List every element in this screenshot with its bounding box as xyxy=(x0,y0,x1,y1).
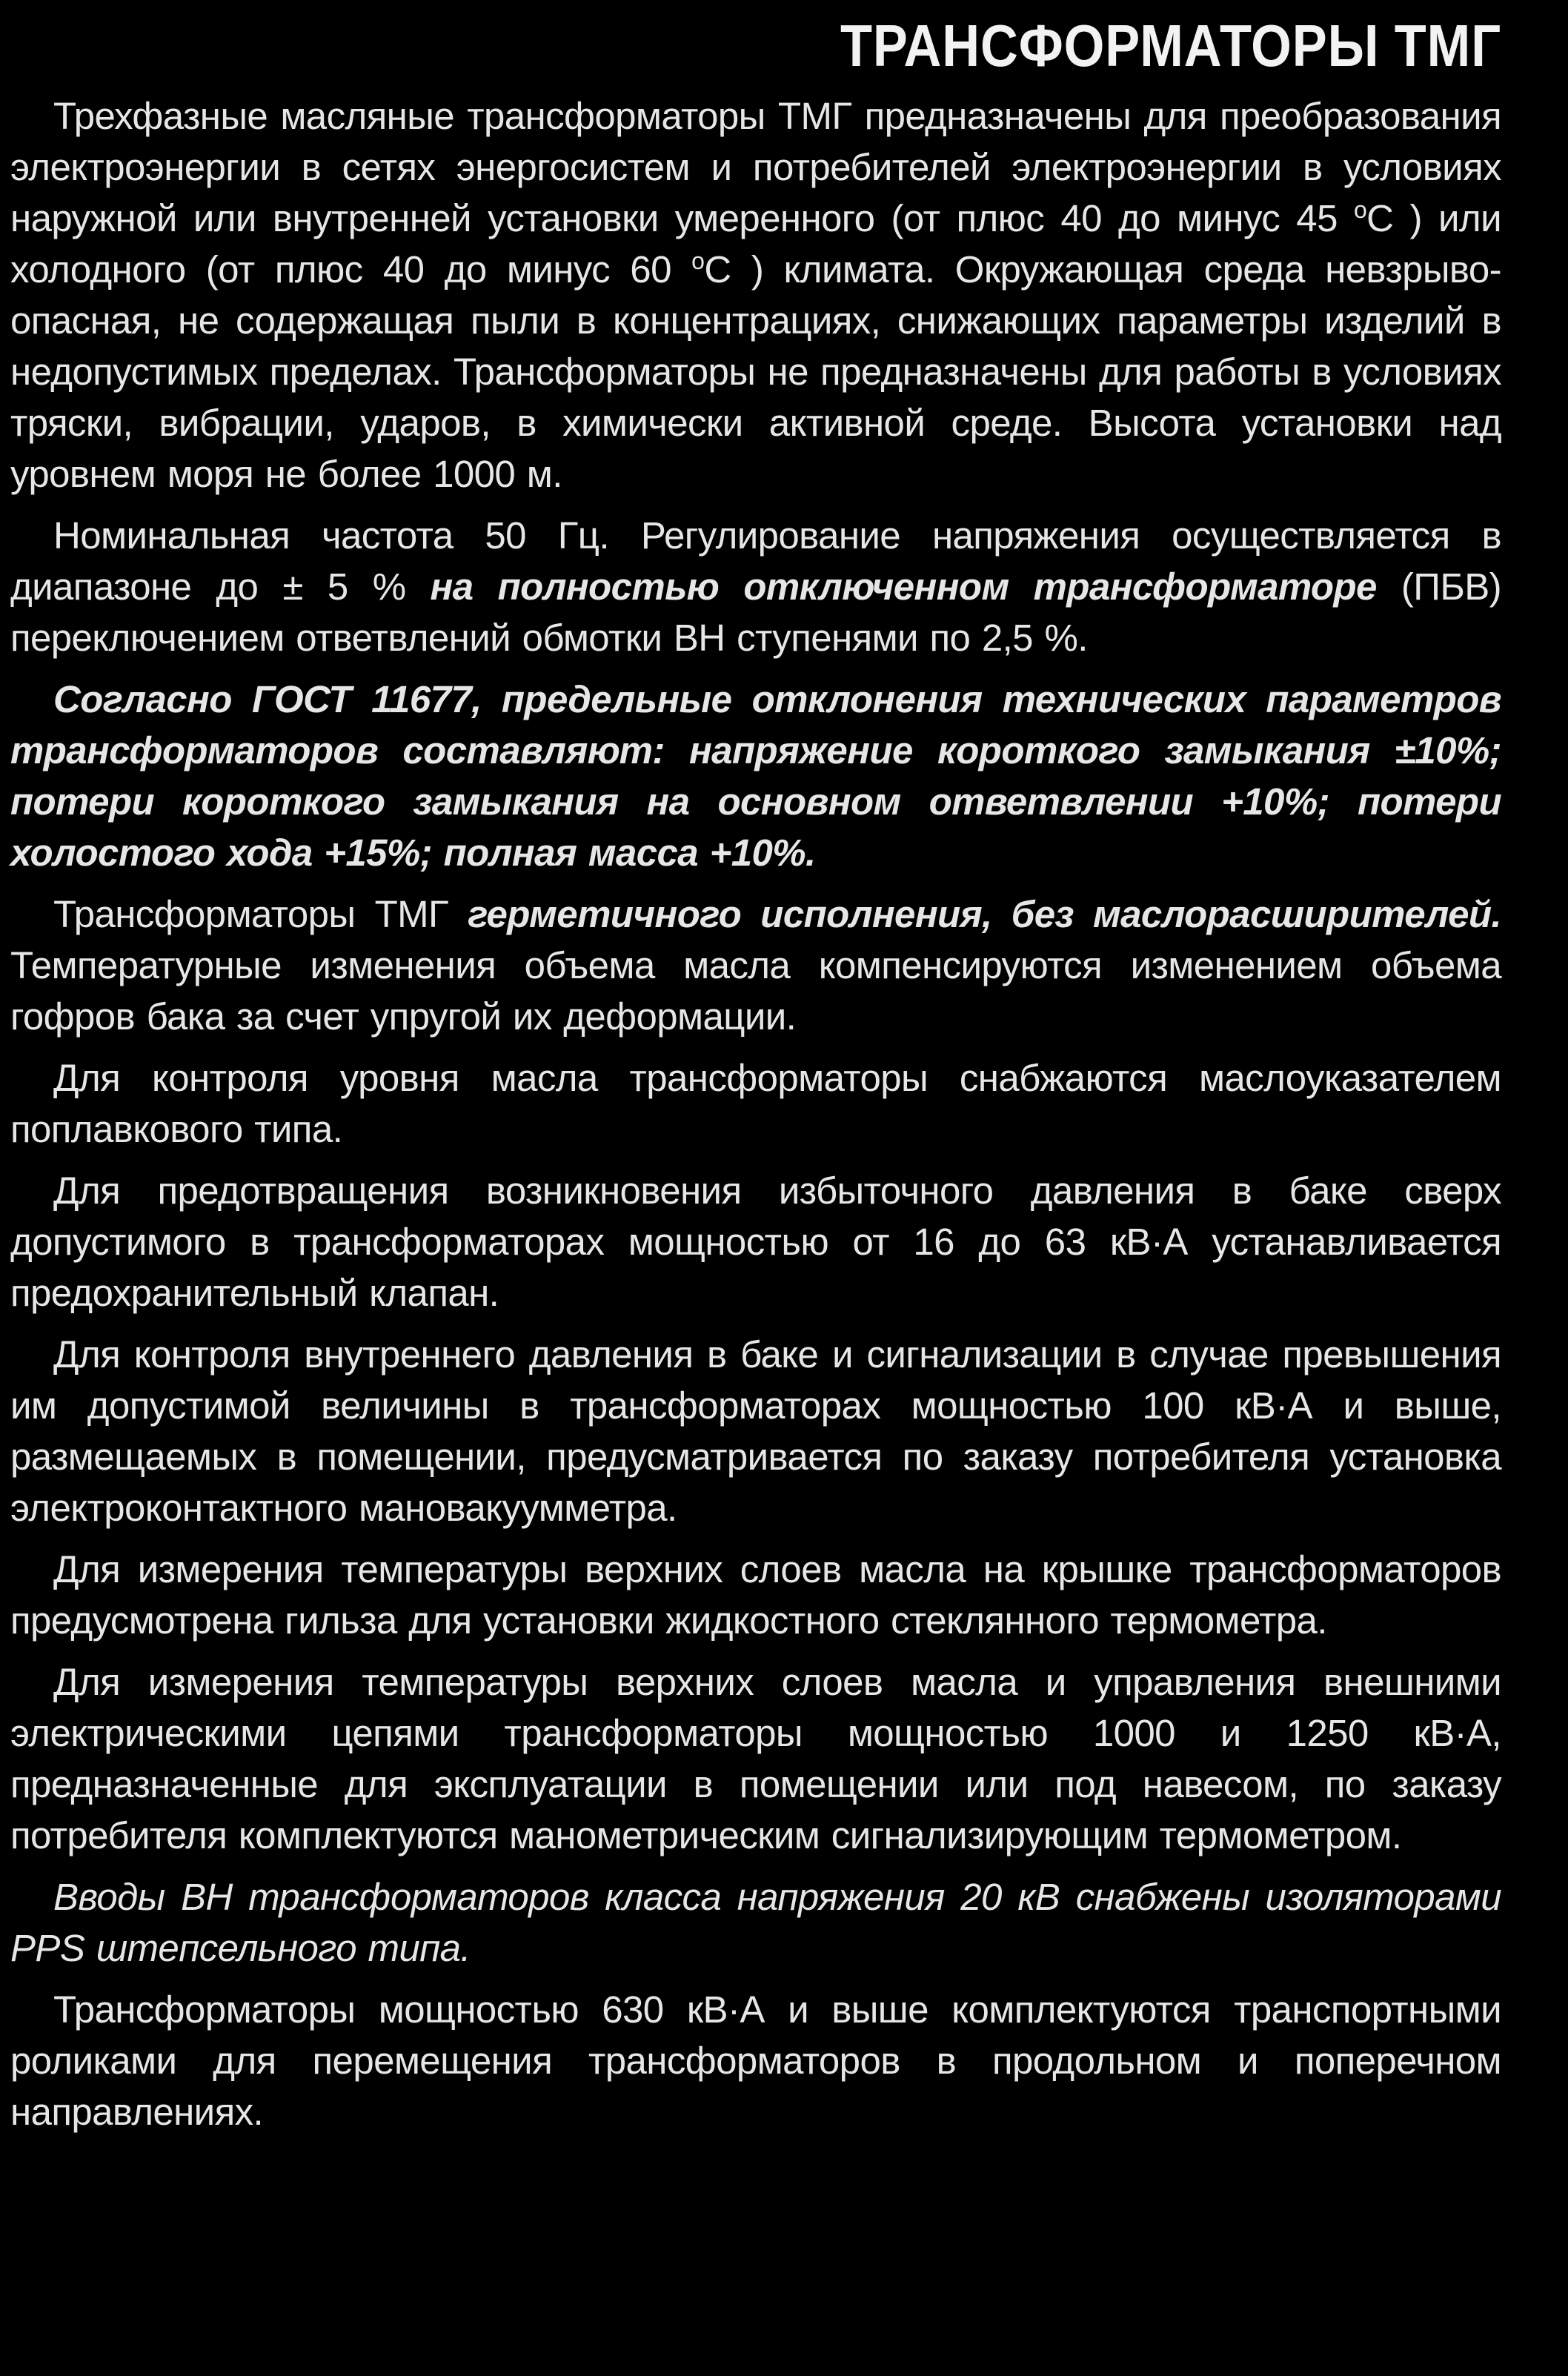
paragraph-hermetic-text-a: Трансформаторы ТМГ xyxy=(53,893,468,935)
paragraph-purpose-text-c: С ) климата. Окружающая среда невзрыво-опасная, не содержащая пыли в концентрациях, снижающих параметры изделий в недопустимых пределах. Трансформаторы не предназначены для работы в условиях тряски, вибрации, ударов, в химически активной среде. Высота установки над уровнем моря не более 1000 м. xyxy=(10,248,1501,495)
paragraph-hermetic-emphasis: герметичного исполнения, без маслорасширителей. xyxy=(468,893,1501,935)
paragraph-purpose xyxy=(10,90,1501,500)
degree-mark: о xyxy=(1353,196,1367,223)
paragraph-frequency-emphasis: на полностью отключенном трансформаторе xyxy=(430,565,1377,608)
paragraph-pressure-gauge: Для контроля внутреннего давления в баке и сигнализации в случае превышения им допустимой величины в трансформаторах мощностью 100 кВ·А и выше, размещаемых в помещении, предусматривается по заказу потребителя установка электроконтактного мановакуумметра. xyxy=(10,1333,1501,1529)
paragraph-hermetic xyxy=(10,889,1501,1042)
paragraph-frequency xyxy=(10,510,1501,663)
paragraph-oil-level: Для контроля уровня масла трансформаторы снабжаются маслоуказателем поплавкового типа. xyxy=(10,1057,1501,1150)
paragraph-thermometer-sleeve: Для измерения температуры верхних слоев масла на крышке трансформаторов предусмотрена гильза для установки жидкостного стеклянного термометра. xyxy=(10,1548,1501,1642)
paragraph-transport-rollers: Трансформаторы мощностью 630 кВ·А и выше комплектуются транспортными роликами для перемещения трансформаторов в продольном и поперечном направлениях. xyxy=(10,1988,1501,2133)
paragraph-frequency-text-c: (ПБВ) переключением ответвлений обмотки ВН ступенями по 2,5 %. xyxy=(10,565,1501,659)
paragraph-purpose-text-b: С ) или холодного (от плюс 40 до минус 60 xyxy=(10,197,1501,291)
paragraph-safety-valve: Для предотвращения возникновения избыточного давления в баке сверх допустимого в трансформаторах мощностью от 16 до 63 кВ·А устанавливается предохранительный клапан. xyxy=(10,1169,1501,1314)
paragraph-signal-thermometer: Для измерения температуры верхних слоев масла и управления внешними электрическими цепями трансформаторы мощностью 1000 и 1250 кВ·А, предназначенные для эксплуатации в помещении или под навесом, по заказу потребителя комплектуются манометрическим сигнализирующим термометром. xyxy=(10,1661,1501,1856)
degree-mark: о xyxy=(691,248,705,274)
paragraph-frequency-text-a: Номинальная частота 50 Гц. Регулирование напряжения осуществляется в диапазоне до ± 5 % xyxy=(10,514,1501,608)
paragraph-hermetic-text-c: Температурные изменения объема масла компенсируются изменением объема гофров бака за счет упругой их деформации. xyxy=(10,944,1501,1038)
paragraph-hv-bushings: Вводы ВН трансформаторов класса напряжения 20 кВ снабжены изоляторами PPS штепсельного типа. xyxy=(10,1876,1501,1969)
document-page xyxy=(10,0,1501,2148)
page-title: ТРАНСФОРМАТОРЫ ТМГ xyxy=(840,13,1501,79)
paragraph-purpose-text-a: Трехфазные масляные трансформаторы ТМГ предназначены для преобразования электроэнергии в сетях энергосистем и потребителей электроэнергии в условиях наружной или внутренней установки умеренного (от плюс 40 до минус 45 xyxy=(10,95,1501,239)
paragraph-gost-tolerances: Согласно ГОСТ 11677, предельные отклонения технических параметров трансформаторов составляют: напряжение короткого замыкания ±10%; потери короткого замыкания на основном ответвлении +10%; потери холостого хода +15%; полная масса +10%. xyxy=(10,678,1501,874)
